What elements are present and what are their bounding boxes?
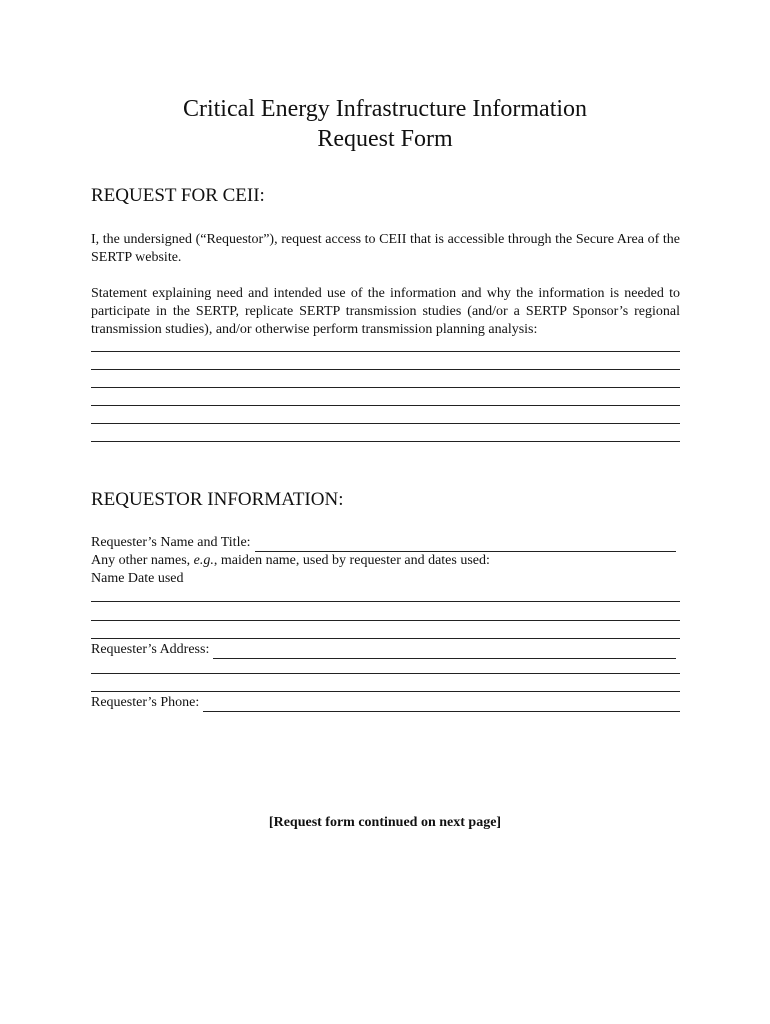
address-line-3[interactable]	[91, 691, 680, 692]
phone-field	[91, 694, 680, 712]
address-field	[91, 641, 676, 659]
other-names-eg: e.g.	[193, 553, 214, 568]
other-names-suffix: , maiden name, used by requester and dates used:	[213, 553, 490, 568]
other-names-prefix: Any other names,	[91, 553, 194, 568]
name-title-label: Requester’s Name and Title:	[91, 535, 251, 550]
phone-blank[interactable]	[203, 697, 680, 712]
other-names-line-2[interactable]	[91, 620, 680, 621]
name-title-blank[interactable]	[255, 537, 676, 552]
explanation-line-3[interactable]	[91, 387, 680, 388]
phone-label: Requester’s Phone:	[91, 695, 200, 710]
request-statement-paragraph: I, the undersigned (“Requestor”), request access to CEII that is accessible through the Secure Area of the SERTP website.	[91, 232, 680, 265]
address-line-2[interactable]	[91, 673, 680, 674]
explanation-line-4[interactable]	[91, 405, 680, 406]
explanation-line-1[interactable]	[91, 351, 680, 352]
other-names-text	[91, 552, 490, 570]
page-title-line-1: Critical Energy Infrastructure Information	[182, 96, 588, 122]
request-section-heading: REQUEST FOR CEII:	[91, 185, 265, 206]
other-names-line-1[interactable]	[91, 601, 680, 602]
name-date-used-label: Name Date used	[91, 571, 184, 586]
explanation-line-2[interactable]	[91, 369, 680, 370]
other-names-line-3[interactable]	[91, 638, 680, 639]
name-title-field	[91, 534, 676, 552]
need-explanation-paragraph: Statement explaining need and intended use of the information and why the information is needed to participate in the SERTP, replicate SERTP transmission studies (and/or a SERTP Sponsor’s regional transmission studies), and/or otherwise perform transmission planning analysis:	[91, 286, 680, 337]
explanation-line-5[interactable]	[91, 423, 680, 424]
continued-notice: [Request form continued on next page]	[268, 815, 502, 830]
address-label: Requester’s Address:	[91, 642, 210, 657]
address-blank[interactable]	[213, 644, 676, 659]
explanation-line-6[interactable]	[91, 441, 680, 442]
requestor-section-heading: REQUESTOR INFORMATION:	[91, 489, 344, 510]
page-title-line-2: Request Form	[317, 126, 453, 152]
